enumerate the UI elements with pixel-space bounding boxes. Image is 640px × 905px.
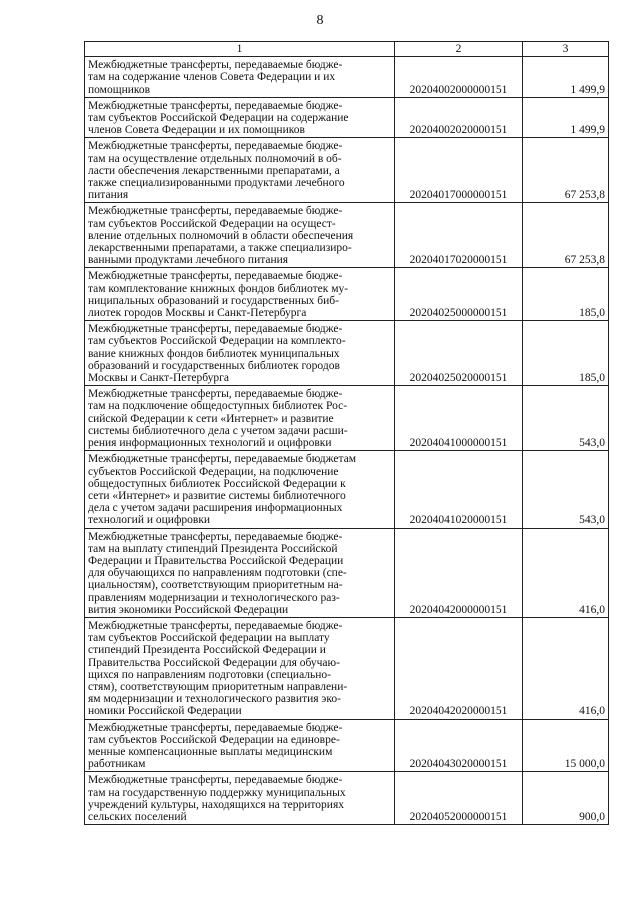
description-line: Межбюджетные трансферты, передаваемые бюдже- — [88, 530, 343, 543]
description-line: Межбюджетные трансферты, передаваемые бюдже- — [88, 59, 343, 72]
description-line: ванными продуктами лечебного питания — [88, 254, 289, 267]
description-line: помощников — [88, 83, 151, 96]
transfer-amount: 185,0 — [523, 268, 609, 321]
budget-code: 20204025000000151 — [395, 268, 523, 321]
description-line: стипендий Президента Российской Федерации и — [88, 644, 326, 657]
transfer-description — [85, 203, 395, 268]
budget-code: 20204002020000151 — [395, 97, 523, 138]
description-line: Межбюджетные трансферты, передаваемые бюдже- — [88, 99, 343, 112]
description-line: образований и государственных библиотек городов — [88, 359, 340, 372]
description-line: учреждений культуры, находящихся на территориях — [88, 798, 345, 811]
description-line: общедоступных библиотек Российской Федерации к — [88, 477, 346, 490]
transfer-description — [85, 138, 395, 203]
description-line: сети «Интернет» и развитие системы библиотечного — [88, 489, 346, 502]
transfers-table — [84, 41, 609, 825]
description-line: Правительства Российской Федерации для обучаю- — [88, 656, 340, 669]
description-line: там субъектов Российской федерации на выплату — [88, 632, 330, 645]
budget-code: 20204017020000151 — [395, 203, 523, 268]
transfer-description — [85, 772, 395, 825]
description-line: там на подключение общедоступных библиотек Рос- — [88, 400, 348, 413]
description-line: там субъектов Российской Федерации на осущест- — [88, 217, 336, 230]
transfer-description — [85, 321, 395, 386]
transfer-amount: 1 499,9 — [523, 97, 609, 138]
description-line: Москвы и Санкт-Петербурга — [88, 372, 229, 385]
description-line: сельских поселений — [88, 810, 187, 823]
page-number: 8 — [316, 13, 324, 28]
description-line: лекарственными препаратами, а также специализиро- — [88, 242, 352, 255]
description-line: Межбюджетные трансферты, передаваемые бюдже- — [88, 619, 343, 632]
transfer-description — [85, 617, 395, 719]
table-row — [85, 268, 609, 321]
description-line: вание книжных фондов библиотек муниципальных — [88, 347, 340, 360]
description-line: ласти обеспечения лекарственными препаратами, а — [88, 164, 340, 177]
transfer-amount: 900,0 — [523, 772, 609, 825]
description-line: Межбюджетные трансферты, передаваемые бюджетам — [88, 453, 357, 466]
description-line: менные компенсационные выплаты медицинским — [88, 745, 333, 758]
table-row — [85, 617, 609, 719]
description-line: вление отдельных полномочий в области обеспечения — [88, 229, 354, 242]
table-row — [85, 138, 609, 203]
description-line: Межбюджетные трансферты, передаваемые бюдже- — [88, 323, 343, 336]
column-header-3: 3 — [523, 42, 609, 57]
description-line: стям), соответствующим приоритетным направлени- — [88, 680, 348, 693]
description-line: сийской Федерации к сети «Интернет» и развитие — [88, 412, 334, 425]
budget-code: 20204042000000151 — [395, 528, 523, 617]
transfer-description — [85, 97, 395, 138]
description-line: рения информационных технологий и оцифровки — [88, 437, 332, 450]
description-line: там на осуществление отдельных полномочий в об- — [88, 152, 342, 165]
description-line: там комплектование книжных фондов библиотек му- — [88, 282, 349, 295]
table-header-row — [85, 42, 609, 57]
transfer-amount: 1 499,9 — [523, 57, 609, 98]
description-line: Межбюджетные трансферты, передаваемые бюдже- — [88, 270, 343, 283]
description-line: технологий и оцифровки — [88, 514, 211, 527]
description-line: щихся по направлениям подготовки (специально- — [88, 668, 332, 681]
description-line: Межбюджетные трансферты, передаваемые бюдже- — [88, 774, 343, 787]
description-line: Межбюджетные трансферты, передаваемые бюдже- — [88, 721, 343, 734]
transfer-description — [85, 528, 395, 617]
description-line: там субъектов Российской Федерации на комплекто- — [88, 335, 346, 348]
table-row — [85, 57, 609, 98]
description-line: ниципальных образований и государственных биб- — [88, 294, 339, 307]
description-line: вития экономики Российской Федерации — [88, 603, 289, 616]
table-body — [85, 57, 609, 825]
budget-code: 20204041000000151 — [395, 386, 523, 451]
description-line: Межбюджетные трансферты, передаваемые бюдже- — [88, 205, 343, 218]
budget-code: 20204017000000151 — [395, 138, 523, 203]
column-header-1: 1 — [85, 42, 395, 57]
description-line: там на государственную поддержку муниципальных — [88, 786, 346, 799]
description-line: там субъектов Российской Федерации на единовре- — [88, 733, 340, 746]
budget-code: 20204042020000151 — [395, 617, 523, 719]
description-line: субъектов Российской Федерации, на подключение — [88, 465, 339, 478]
transfer-amount: 416,0 — [523, 528, 609, 617]
table-row — [85, 719, 609, 772]
description-line: там на выплату стипендий Президента Российской — [88, 542, 338, 555]
table-row — [85, 321, 609, 386]
transfer-amount: 185,0 — [523, 321, 609, 386]
table-row — [85, 528, 609, 617]
description-line: там субъектов Российской Федерации на содержание — [88, 112, 349, 125]
description-line: лиотек городов Москвы и Санкт-Петербурга — [88, 307, 307, 320]
budget-code: 20204025020000151 — [395, 321, 523, 386]
transfer-amount: 67 253,8 — [523, 203, 609, 268]
description-line: питания — [88, 189, 129, 202]
transfer-amount: 15 000,0 — [523, 719, 609, 772]
description-line: также специализированными продуктами лечебного — [88, 177, 345, 190]
description-line: правлениям модернизации и технологического раз- — [88, 591, 340, 604]
transfer-amount: 543,0 — [523, 451, 609, 528]
description-line: Межбюджетные трансферты, передаваемые бюдже- — [88, 388, 343, 401]
description-line: дела с учетом задачи расширения информационных — [88, 502, 343, 515]
description-line: ям модернизации и технологического развития эко- — [88, 693, 341, 706]
table-row — [85, 772, 609, 825]
transfer-amount: 67 253,8 — [523, 138, 609, 203]
description-line: циальностям), соответствующим приоритетным на- — [88, 579, 343, 592]
budget-code: 20204041020000151 — [395, 451, 523, 528]
transfer-description — [85, 719, 395, 772]
description-line: Межбюджетные трансферты, передаваемые бюдже- — [88, 140, 343, 153]
budget-code: 20204043020000151 — [395, 719, 523, 772]
budget-code: 20204052000000151 — [395, 772, 523, 825]
description-line: системы библиотечного дела с учетом задачи расши- — [88, 424, 348, 437]
description-line: там на содержание членов Совета Федерации и их — [88, 71, 336, 84]
description-line: Федерации и Правительства Российской Федерации — [88, 554, 344, 567]
description-line: для обучающихся по направлениям подготовки (спе- — [88, 567, 347, 580]
table-row — [85, 386, 609, 451]
transfer-description — [85, 386, 395, 451]
description-line: работникам — [88, 758, 146, 771]
transfer-description — [85, 451, 395, 528]
transfer-amount: 543,0 — [523, 386, 609, 451]
transfer-amount: 416,0 — [523, 617, 609, 719]
column-header-2: 2 — [395, 42, 523, 57]
transfer-description — [85, 268, 395, 321]
table-row — [85, 203, 609, 268]
budget-code: 20204002000000151 — [395, 57, 523, 98]
transfer-description — [85, 57, 395, 98]
table-row — [85, 97, 609, 138]
description-line: номики Российской Федерации — [88, 705, 242, 718]
description-line: членов Совета Федерации и их помощников — [88, 124, 305, 137]
table-row — [85, 451, 609, 528]
